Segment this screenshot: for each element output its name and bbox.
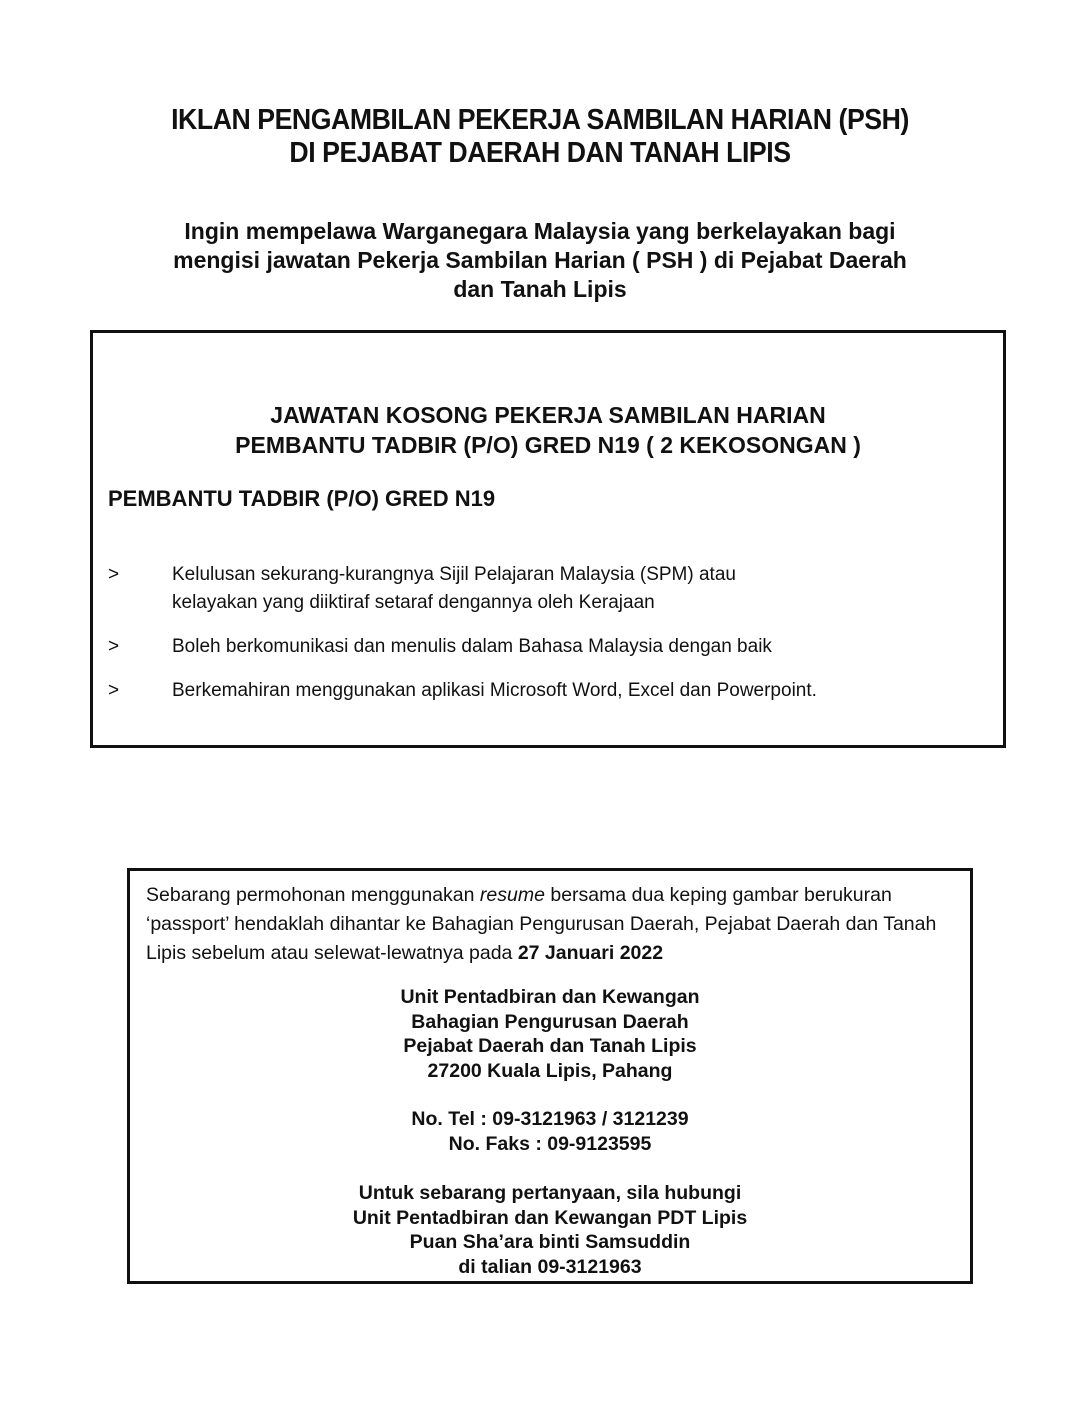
document-title	[43, 104, 1037, 170]
instruction-text: bersama dua keping gambar berukuran ‘passport’ hendaklah dihantar ke Bahagian Pengurusan Daerah, Pejabat Daerah dan Tanah Lipis sebelum atau selewat-lewatnya pada	[146, 884, 937, 964]
enquiry-info	[130, 1181, 970, 1279]
vacancy-heading-line: PEMBANTU TADBIR (P/O) GRED N19 ( 2 KEKOSONGAN )	[235, 432, 861, 458]
intro-text	[0, 217, 1080, 304]
instruction-italic: resume	[479, 884, 545, 906]
vacancy-heading	[93, 400, 1003, 460]
title-line: DI PEJABAT DAERAH DAN TANAH LIPIS	[289, 137, 791, 169]
address-line: Unit Pentadbiran dan Kewangan	[400, 986, 700, 1008]
bullet-marker: >	[108, 680, 120, 701]
requirement-item	[108, 561, 988, 617]
contact-numbers	[130, 1107, 970, 1156]
requirement-item	[108, 677, 988, 705]
address-line: 27200 Kuala Lipis, Pahang	[427, 1059, 673, 1082]
requirement-text: Boleh berkomunikasi dan menulis dalam Bahasa Malaysia dengan baik	[172, 636, 772, 657]
application-box	[127, 868, 973, 1284]
deadline-date: 27 Januari 2022	[517, 942, 664, 964]
vacancy-heading-line: JAWATAN KOSONG PEKERJA SAMBILAN HARIAN	[270, 402, 826, 428]
phone-number: No. Tel : 09-3121963 / 3121239	[411, 1108, 689, 1130]
enquiry-line: Puan Sha’ara binti Samsuddin	[409, 1231, 691, 1253]
fax-number: No. Faks : 09-9123595	[448, 1132, 652, 1155]
enquiry-line: di talian 09-3121963	[458, 1255, 642, 1278]
intro-line: Ingin mempelawa Warganegara Malaysia yang berkelayakan bagi	[184, 218, 896, 244]
bullet-marker: >	[108, 636, 120, 657]
enquiry-line: Untuk sebarang pertanyaan, sila hubungi	[358, 1182, 742, 1204]
enquiry-line: Unit Pentadbiran dan Kewangan PDT Lipis	[352, 1206, 748, 1229]
intro-line: dan Tanah Lipis	[453, 276, 627, 302]
requirement-text: Kelulusan sekurang-kurangnya Sijil Pelajaran Malaysia (SPM) atau kelayakan yang diiktiraf setaraf dengannya oleh Kerajaan	[172, 564, 736, 613]
requirement-text: Berkemahiran menggunakan aplikasi Microsoft Word, Excel dan Powerpoint.	[172, 680, 817, 701]
requirement-item	[108, 633, 988, 661]
address-line: Bahagian Pengurusan Daerah	[411, 1010, 689, 1033]
postal-address	[130, 985, 970, 1083]
requirements-list	[108, 561, 988, 721]
vacancy-box	[90, 330, 1006, 748]
address-line: Pejabat Daerah dan Tanah Lipis	[403, 1035, 697, 1057]
intro-line: mengisi jawatan Pekerja Sambilan Harian ( PSH ) di Pejabat Daerah	[173, 247, 907, 273]
instruction-text: Sebarang permohonan menggunakan	[146, 884, 480, 906]
position-title: PEMBANTU TADBIR (P/O) GRED N19	[108, 486, 496, 511]
bullet-marker: >	[108, 564, 120, 585]
application-instructions	[146, 881, 966, 968]
title-line: IKLAN PENGAMBILAN PEKERJA SAMBILAN HARIAN (PSH)	[171, 104, 909, 136]
